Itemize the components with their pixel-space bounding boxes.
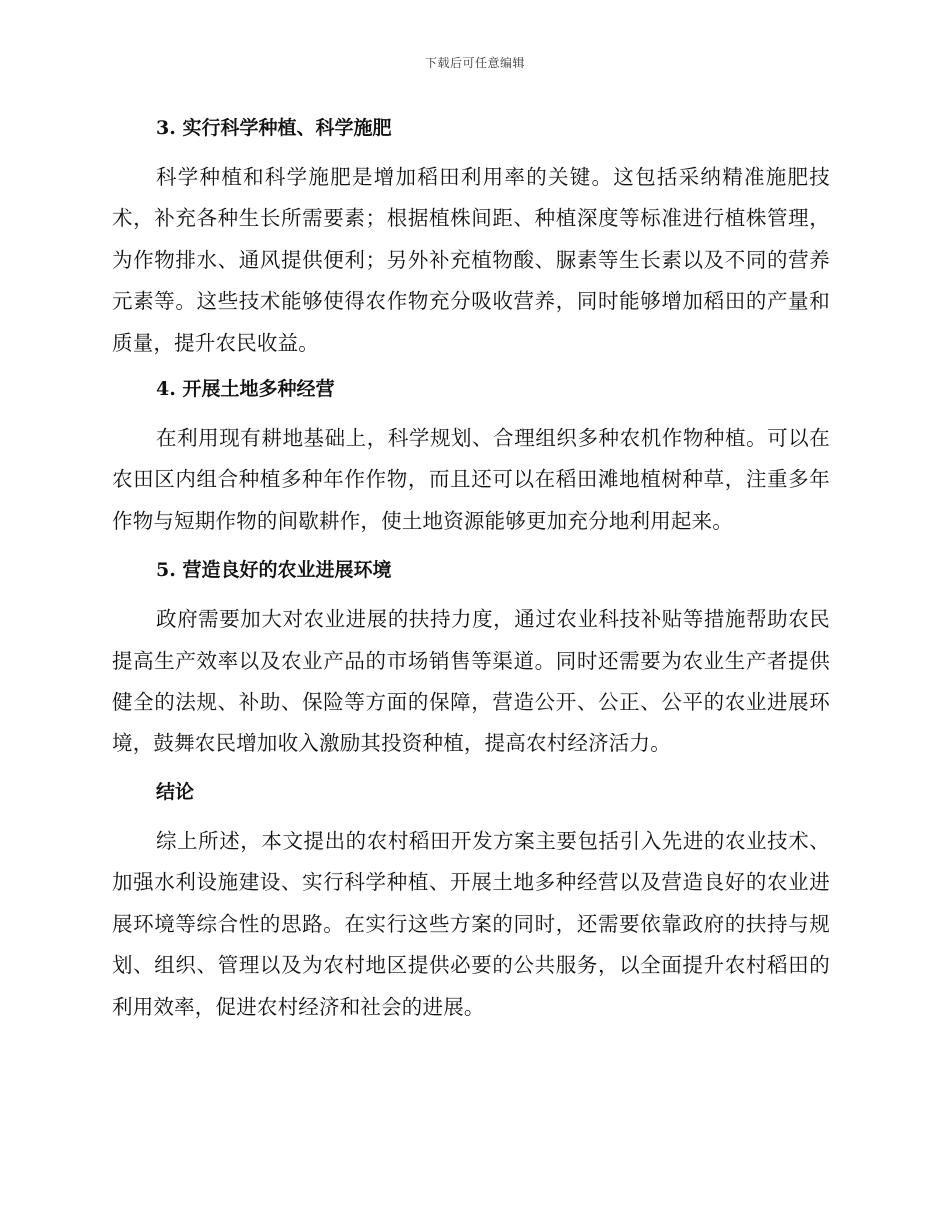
section-paragraph-4: 在利用现有耕地基础上，科学规划、合理组织多种农机作物种植。可以在农田区内组合种植多种年作作物，而且还可以在稻田滩地植树种草，注重多年作物与短期作物的间歇耕作，使土地资源能够更加充分地利用起来。 xyxy=(112,426,830,533)
conclusion-paragraph: 综上所述，本文提出的农村稻田开发方案主要包括引入先进的农业技术、加强水利设施建设、实行科学种植、开展土地多种经营以及营造良好的农业进展环境等综合性的思路。在实行这些方案的同时，还需要依靠政府的扶持与规划、组织、管理以及为农村地区提供必要的公共服务，以全面提升农村稻田的利用效率，促进农村经济和社会的进展。 xyxy=(112,828,830,1019)
section-heading-4: 4. 开展土地多种经营 xyxy=(156,378,335,401)
page-header: 下载后可任意编辑 xyxy=(424,56,525,70)
conclusion-heading: 结论 xyxy=(156,780,195,803)
section-paragraph-3: 科学种植和科学施肥是增加稻田利用率的关键。这包括采纳精准施肥技术，补充各种生长所需要素；根据植株间距、种植深度等标准进行植株管理，为作物排水、通风提供便利；另外补充植物酸、脲素等生长素以及不同的营养元素等。这些技术能够使得农作物充分吸收营养，同时能够增加稻田的产量和质量，提升农民收益。 xyxy=(112,165,830,355)
section-paragraph-5: 政府需要加大对农业进展的扶持力度，通过农业科技补贴等措施帮助农民提高生产效率以及农业产品的市场销售等渠道。同时还需要为农业生产者提供健全的法规、补助、保险等方面的保障，营造公开、公正、公平的农业进展环境，鼓舞农民增加收入激励其投资种植，提高农村经济活力。 xyxy=(112,607,830,756)
section-heading-5: 5. 营造良好的农业进展环境 xyxy=(156,559,392,582)
document-body xyxy=(112,108,830,1028)
section-heading-3: 3. 实行科学种植、科学施肥 xyxy=(156,117,392,139)
